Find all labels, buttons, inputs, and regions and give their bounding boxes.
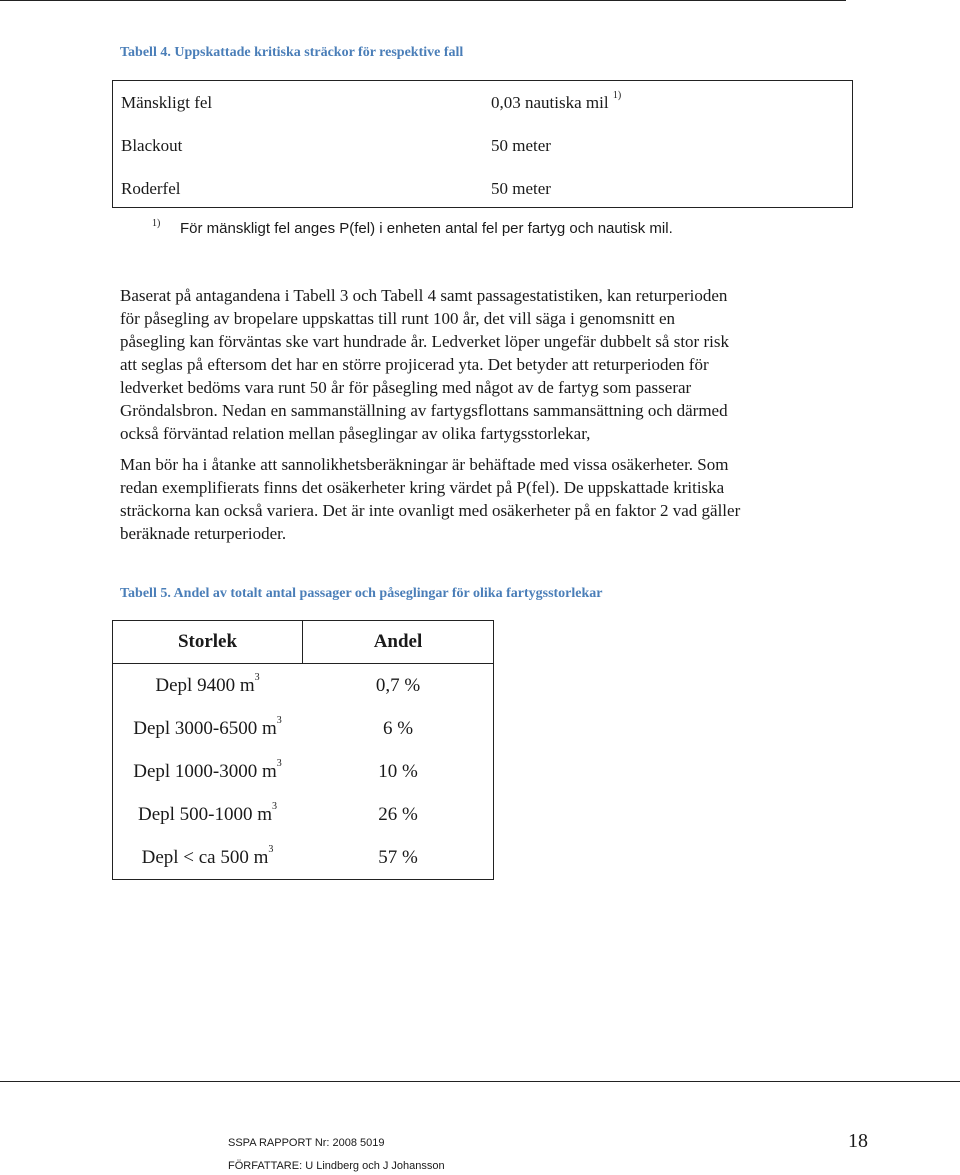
table5-caption: Tabell 5. Andel av totalt antal passager och påseglingar för olika fartygsstorlekar: [120, 586, 603, 601]
table5-header-size: Storlek: [177, 631, 238, 652]
table5-size: Depl 3000-6500 $m^3$: [133, 715, 282, 739]
table5-share: 26 %: [378, 804, 418, 825]
table5-share: 0,7 %: [375, 675, 421, 696]
table4-row1-sup: 1): [612, 90, 622, 101]
table5-size: Depl 1000-3000 $m^3$: [133, 758, 282, 782]
paragraph-line: Gröndalsbron. Nedan en sammanställning av fartygsflottans sammansättning och därmed: [120, 401, 728, 420]
page-number: 18: [848, 1130, 868, 1152]
table5: [112, 620, 494, 880]
table5-size: Depl < ca 500 $m^3$: [141, 844, 274, 868]
paragraph-line: ledverket bedöms vara runt 50 år för påsegling med något av de fartyg som passerar: [120, 378, 692, 397]
table5-header-underline: [113, 663, 493, 664]
table4-row2-value: 50 meter: [491, 136, 551, 155]
paragraph-line: sträckorna kan också variera. Det är inte ovanligt med osäkerheter på en faktor 2 vad gäller: [120, 501, 741, 520]
table4: [112, 80, 853, 208]
footnote-mark: 1): [152, 218, 161, 229]
table5-share: 6 %: [382, 718, 414, 739]
paragraph-line: också förväntad relation mellan påseglingar av olika fartygsstorlekar,: [120, 424, 591, 443]
paragraph-line: att seglas på eftersom det har en större projicerad yta. Det betyder att returperioden för: [120, 355, 709, 374]
table4-caption: Tabell 4. Uppskattade kritiska sträckor för respektive fall: [120, 45, 464, 60]
paragraph-line: påsegling kan förväntas ske vart hundrade år. Ledverket löper ungefär dubbelt så stor risk: [120, 332, 729, 351]
paragraph-1: [120, 284, 840, 445]
footnote-text: För mänskligt fel anges P(fel) i enheten antal fel per fartyg och nautisk mil.: [180, 220, 673, 237]
paragraph-line: beräknade returperioder.: [120, 524, 287, 543]
table4-row1-label: Mänskligt fel: [121, 93, 213, 112]
table5-size: Depl 500-1000 $m^3$: [137, 801, 278, 825]
paragraph-line: redan exemplifierats finns det osäkerheter kring värdet på P(fel). De uppskattade kritiska: [120, 478, 725, 497]
table5-size: Depl 9400 $m^3$: [155, 672, 260, 696]
table4-row1-value: 0,03 nautiska mil $^{1)}$: [491, 90, 622, 112]
footer-report: SSPA RAPPORT Nr: 2008 5019: [228, 1137, 385, 1149]
table5-share: 57 %: [378, 847, 418, 868]
table4-row3-value: 50 meter: [491, 179, 551, 198]
table4-row2-label: Blackout: [121, 136, 183, 155]
top-rule: [0, 0, 846, 1]
table4-row3-label: Roderfel: [121, 179, 181, 198]
footer-authors: FÖRFATTARE: U Lindberg och J Johansson: [228, 1160, 445, 1172]
table5-share: 10 %: [378, 761, 418, 782]
paragraph-line: Baserat på antagandena i Tabell 3 och Tabell 4 samt passagestatistiken, kan returperioden: [120, 286, 728, 305]
footer-rule: [0, 1081, 960, 1082]
paragraph-line: Man bör ha i åtanke att sannolikhetsberäkningar är behäftade med vissa osäkerheter. Som: [120, 455, 729, 474]
table5-header-share: Andel: [373, 631, 423, 652]
paragraph-line: för påsegling av bropelare uppskattas till runt 100 år, det vill säga i genomsnitt en: [120, 309, 675, 328]
paragraph-2: [120, 453, 840, 545]
